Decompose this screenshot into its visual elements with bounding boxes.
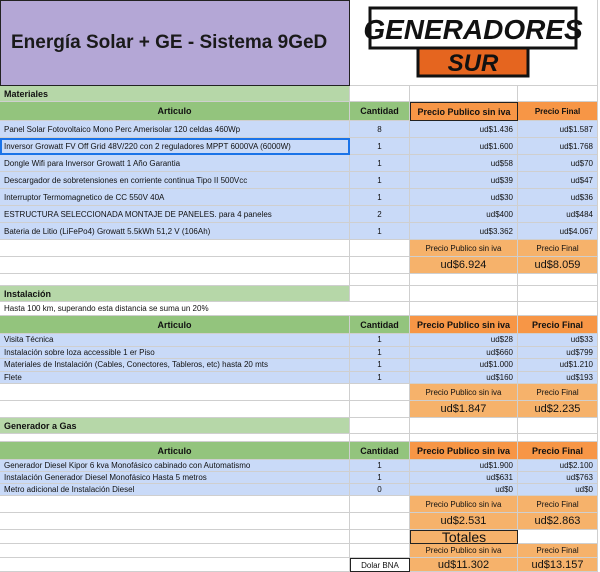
- item-precio-cell[interactable]: [410, 189, 518, 206]
- table-row: [0, 223, 598, 240]
- instalacion-subtotal-label-final[interactable]: [518, 384, 598, 401]
- instalacion-subtotal-publico[interactable]: [410, 401, 518, 418]
- instalacion-note: Hasta 100 km, superando esta distancia se suma un 20%: [4, 304, 209, 313]
- materiales-subtotal-publico[interactable]: [410, 257, 518, 274]
- header-precio-final-label: Precio Final: [534, 106, 581, 116]
- item-final-text: ud$33: [570, 335, 593, 345]
- empty-cell[interactable]: [0, 257, 350, 274]
- item-articulo-text: Descargador de sobretensiones en corriente continua Tipo II 500Vcc: [4, 175, 248, 185]
- materiales-subtotal-value-row: [0, 257, 598, 274]
- item-precio-cell[interactable]: [410, 138, 518, 155]
- item-cantidad-text: 1: [377, 372, 382, 382]
- header-articulo-label: Articulo: [157, 106, 192, 116]
- item-precio-text: ud$400: [486, 209, 513, 219]
- item-final-text: ud$799: [566, 347, 593, 357]
- item-final-cell[interactable]: [518, 372, 598, 385]
- header-precio-publico[interactable]: [410, 316, 518, 334]
- table-row: [0, 372, 598, 385]
- generador-subtotal-final[interactable]: [518, 513, 598, 530]
- instalacion-note-row: [0, 302, 598, 316]
- empty-cell[interactable]: [0, 558, 350, 572]
- table-row: [0, 189, 598, 206]
- totales-label: Precio Final: [536, 546, 579, 555]
- item-articulo-cell[interactable]: [0, 172, 350, 189]
- header-precio-final-label: Precio Final: [531, 319, 584, 330]
- item-cantidad-cell[interactable]: [350, 172, 410, 189]
- item-precio-cell[interactable]: [410, 484, 518, 496]
- subtotal-label: Precio Publico sin iva: [425, 387, 502, 397]
- table-row: [0, 206, 598, 223]
- item-final-cell[interactable]: [518, 347, 598, 360]
- item-precio-text: ud$1.000: [479, 360, 513, 370]
- empty-cell[interactable]: [410, 418, 518, 434]
- item-cantidad-text: 1: [377, 335, 382, 345]
- item-cantidad-cell[interactable]: [350, 334, 410, 347]
- materiales-header-row: [0, 102, 598, 121]
- generador-header-row: [0, 442, 598, 460]
- item-articulo-text: ESTRUCTURA SELECCIONADA MONTAJE DE PANELES. para 4 paneles: [4, 209, 272, 219]
- item-precio-cell[interactable]: [410, 172, 518, 189]
- item-cantidad-text: 2: [377, 209, 382, 219]
- total-publico-cell[interactable]: [410, 558, 518, 572]
- header-articulo[interactable]: [0, 102, 350, 121]
- empty-cell[interactable]: [0, 401, 350, 418]
- item-articulo-text: Materiales de Instalación (Cables, Conectores, Tableros, etc) hasta 20 mts: [4, 360, 268, 370]
- item-articulo-cell[interactable]: [0, 138, 350, 155]
- item-cantidad-cell[interactable]: [350, 155, 410, 172]
- empty-cell[interactable]: [350, 257, 410, 274]
- subtotal-label: Precio Publico sin iva: [425, 243, 502, 253]
- generador-title-row: [0, 418, 598, 434]
- empty-cell[interactable]: [518, 434, 598, 442]
- section-title-materiales: Materiales: [4, 88, 49, 99]
- item-final-cell[interactable]: [518, 206, 598, 223]
- header-cantidad[interactable]: [350, 102, 410, 121]
- item-cantidad-text: 1: [377, 226, 382, 236]
- empty-cell[interactable]: [0, 384, 350, 401]
- empty-cell[interactable]: [350, 513, 410, 530]
- totales-value-row: [0, 558, 598, 572]
- instalacion-header-row: [0, 316, 598, 334]
- total-final-cell[interactable]: [518, 558, 598, 572]
- materiales-title-cell[interactable]: [0, 86, 350, 102]
- item-articulo-cell[interactable]: [0, 206, 350, 223]
- item-final-cell[interactable]: [518, 359, 598, 372]
- empty-cell[interactable]: [518, 418, 598, 434]
- subtotal-label: Precio Final: [536, 387, 579, 397]
- spacer-row: [0, 434, 598, 442]
- empty-cell[interactable]: [410, 274, 518, 286]
- empty-cell[interactable]: [518, 530, 598, 544]
- materiales-subtotal-final[interactable]: [518, 257, 598, 274]
- item-articulo-cell[interactable]: [0, 155, 350, 172]
- dolar-bna-cell[interactable]: [350, 558, 410, 572]
- item-final-text: ud$36: [570, 192, 593, 202]
- empty-cell[interactable]: [350, 434, 410, 442]
- item-precio-text: ud$1.900: [479, 461, 513, 470]
- item-final-text: ud$193: [566, 372, 593, 382]
- generador-title-cell[interactable]: [0, 418, 350, 434]
- empty-cell[interactable]: [350, 401, 410, 418]
- item-cantidad-text: 1: [377, 175, 382, 185]
- item-cantidad-cell[interactable]: [350, 138, 410, 155]
- materiales-subtotal-label-row: [0, 240, 598, 257]
- header-articulo-label: Articulo: [157, 445, 192, 456]
- item-precio-text: ud$1.600: [479, 141, 513, 151]
- generadores-sur-logo: [360, 4, 586, 82]
- item-precio-cell[interactable]: [410, 372, 518, 385]
- item-articulo-cell[interactable]: [0, 484, 350, 496]
- item-precio-text: ud$1.436: [479, 124, 513, 134]
- generador-subtotal-label-final[interactable]: [518, 496, 598, 513]
- total-final-value: ud$13.157: [531, 558, 584, 571]
- item-precio-cell[interactable]: [410, 472, 518, 484]
- header-precio-publico[interactable]: [410, 442, 518, 460]
- item-final-text: ud$47: [570, 175, 593, 185]
- item-final-text: ud$70: [570, 158, 593, 168]
- item-articulo-text: Visita Técnica: [4, 335, 54, 345]
- empty-cell[interactable]: [350, 286, 410, 302]
- page-title: Energía Solar + GE - Sistema 9GeD: [11, 32, 328, 53]
- item-cantidad-cell[interactable]: [350, 347, 410, 360]
- empty-cell[interactable]: [410, 302, 518, 316]
- item-articulo-text: Interruptor Termomagnetico de CC 550V 40A: [4, 192, 165, 202]
- empty-cell[interactable]: [350, 86, 410, 102]
- total-publico-value: ud$11.302: [437, 558, 490, 571]
- generador-subtotal-label-row: [0, 496, 598, 513]
- table-row: [0, 472, 598, 484]
- item-precio-cell[interactable]: [410, 359, 518, 372]
- subtotal-value: ud$2.235: [534, 403, 581, 415]
- item-final-text: ud$763: [566, 473, 593, 482]
- item-cantidad-text: 1: [377, 158, 382, 168]
- item-cantidad-text: 1: [377, 461, 382, 470]
- logo-text-sur: SUR: [447, 50, 499, 77]
- item-precio-text: ud$28: [490, 335, 513, 345]
- instalacion-title-cell[interactable]: [0, 286, 350, 302]
- item-articulo-cell[interactable]: [0, 472, 350, 484]
- header-precio-final[interactable]: [518, 316, 598, 334]
- header-precio-publico-label: Precio Publico sin iva: [416, 445, 511, 456]
- empty-cell[interactable]: [518, 302, 598, 316]
- item-articulo-cell[interactable]: [0, 359, 350, 372]
- empty-cell[interactable]: [518, 274, 598, 286]
- item-precio-cell[interactable]: [410, 347, 518, 360]
- item-precio-text: ud$160: [486, 372, 513, 382]
- empty-cell[interactable]: [350, 544, 410, 558]
- subtotal-value: ud$6.924: [440, 259, 487, 271]
- empty-cell[interactable]: [350, 274, 410, 286]
- logo-text-generadores: GENERADORES: [363, 14, 583, 45]
- header-cantidad-label: Cantidad: [360, 445, 399, 456]
- item-final-cell[interactable]: [518, 138, 598, 155]
- item-articulo-text: Metro adicional de Instalación Diesel: [4, 485, 135, 494]
- header-articulo[interactable]: [0, 442, 350, 460]
- generador-subtotal-publico[interactable]: [410, 513, 518, 530]
- totales-label-final[interactable]: [518, 544, 598, 558]
- empty-cell[interactable]: [410, 86, 518, 102]
- empty-cell[interactable]: [0, 530, 350, 544]
- item-cantidad-text: 1: [377, 141, 382, 151]
- table-row: [0, 460, 598, 472]
- empty-cell[interactable]: [350, 240, 410, 257]
- empty-cell[interactable]: [410, 286, 518, 302]
- totales-title: Totales: [441, 530, 487, 544]
- header-precio-publico[interactable]: [410, 102, 518, 121]
- item-precio-text: ud$30: [490, 192, 513, 202]
- item-final-text: ud$484: [566, 209, 593, 219]
- subtotal-value: ud$2.531: [440, 515, 487, 527]
- table-row: [0, 155, 598, 172]
- item-final-cell[interactable]: [518, 334, 598, 347]
- header-precio-final-label: Precio Final: [531, 445, 584, 456]
- title-cell[interactable]: [0, 0, 350, 86]
- totales-label-row: [0, 544, 598, 558]
- item-articulo-text: Flete: [4, 372, 22, 382]
- item-final-text: ud$0: [575, 485, 593, 494]
- instalacion-subtotal-label-row: [0, 384, 598, 401]
- generador-subtotal-value-row: [0, 513, 598, 530]
- header-precio-publico-label: Precio Publico sin iva: [417, 106, 511, 117]
- instalacion-note-cell[interactable]: [0, 302, 350, 316]
- header-articulo-label: Articulo: [157, 319, 192, 330]
- item-articulo-text: Generador Diesel Kipor 6 kva Monofásico cabinado con Automatismo: [4, 461, 251, 470]
- header-cantidad-label: Cantidad: [360, 319, 399, 330]
- item-final-cell[interactable]: [518, 484, 598, 496]
- item-precio-cell[interactable]: [410, 334, 518, 347]
- subtotal-value: ud$2.863: [534, 515, 581, 527]
- header-precio-final[interactable]: [518, 102, 598, 121]
- header-articulo[interactable]: [0, 316, 350, 334]
- header-cantidad[interactable]: [350, 442, 410, 460]
- empty-cell[interactable]: [350, 384, 410, 401]
- item-precio-cell[interactable]: [410, 460, 518, 472]
- item-cantidad-cell[interactable]: [350, 223, 410, 240]
- subtotal-label: Precio Publico sin iva: [425, 499, 502, 509]
- instalacion-subtotal-value-row: [0, 401, 598, 418]
- subtotal-label: Precio Final: [536, 499, 579, 509]
- empty-cell[interactable]: [0, 496, 350, 513]
- empty-cell[interactable]: [350, 418, 410, 434]
- table-row: [0, 484, 598, 496]
- table-row: [0, 334, 598, 347]
- generador-subtotal-label-publico[interactable]: [410, 496, 518, 513]
- item-cantidad-text: 1: [377, 360, 382, 370]
- header-cantidad[interactable]: [350, 316, 410, 334]
- item-final-cell[interactable]: [518, 155, 598, 172]
- empty-cell[interactable]: [0, 513, 350, 530]
- item-final-text: ud$1.587: [559, 124, 593, 134]
- item-final-text: ud$1.210: [559, 360, 593, 370]
- item-final-cell[interactable]: [518, 472, 598, 484]
- item-final-cell[interactable]: [518, 223, 598, 240]
- item-articulo-text: Panel Solar Fotovoltaico Mono Perc Amerisolar 120 celdas 460Wp: [4, 124, 241, 134]
- item-final-cell[interactable]: [518, 121, 598, 138]
- item-cantidad-text: 1: [377, 473, 382, 482]
- item-final-text: ud$2.100: [559, 461, 593, 470]
- item-precio-cell[interactable]: [410, 206, 518, 223]
- item-precio-cell[interactable]: [410, 121, 518, 138]
- item-articulo-text: Instalación Generador Diesel Monofásico Hasta 5 metros: [4, 473, 207, 482]
- empty-cell[interactable]: [518, 86, 598, 102]
- item-articulo-text: Instalación sobre loza accessible 1 er Piso: [4, 347, 155, 357]
- section-title-generador: Generador a Gas: [4, 420, 77, 431]
- table-row: [0, 359, 598, 372]
- empty-cell[interactable]: [410, 434, 518, 442]
- materiales-subtotal-label-publico[interactable]: [410, 240, 518, 257]
- item-cantidad-cell[interactable]: [350, 460, 410, 472]
- section-title-instalacion: Instalación: [4, 288, 52, 299]
- dolar-bna-label: Dolar BNA: [361, 560, 399, 570]
- item-cantidad-text: 1: [377, 192, 382, 202]
- materiales-title-row: [0, 86, 598, 102]
- item-precio-text: ud$39: [490, 175, 513, 185]
- subtotal-value: ud$8.059: [534, 259, 581, 271]
- totales-label: Precio Publico sin iva: [425, 546, 502, 555]
- item-articulo-cell[interactable]: [0, 189, 350, 206]
- item-final-text: ud$4.067: [559, 226, 593, 236]
- item-articulo-cell[interactable]: [0, 334, 350, 347]
- empty-cell[interactable]: [350, 302, 410, 316]
- item-articulo-text: Inversor Growatt FV Off Grid 48V/220 con 2 reguladores MPPT 6000VA (6000W): [4, 141, 291, 151]
- item-cantidad-cell[interactable]: [350, 372, 410, 385]
- table-row: [0, 172, 598, 189]
- item-articulo-cell[interactable]: [0, 460, 350, 472]
- header-cantidad-label: Cantidad: [360, 106, 399, 116]
- item-cantidad-text: 8: [377, 124, 382, 134]
- totales-title-cell[interactable]: [410, 530, 518, 544]
- item-final-cell[interactable]: [518, 172, 598, 189]
- item-cantidad-text: 0: [377, 485, 382, 494]
- instalacion-subtotal-label-publico[interactable]: [410, 384, 518, 401]
- item-articulo-cell[interactable]: [0, 121, 350, 138]
- item-final-text: ud$1.768: [559, 141, 593, 151]
- item-cantidad-cell[interactable]: [350, 206, 410, 223]
- subtotal-value: ud$1.847: [440, 403, 487, 415]
- item-final-cell[interactable]: [518, 460, 598, 472]
- empty-cell[interactable]: [350, 530, 410, 544]
- item-cantidad-cell[interactable]: [350, 484, 410, 496]
- empty-cell[interactable]: [0, 274, 350, 286]
- table-row: [0, 347, 598, 360]
- totales-title-row: [0, 530, 598, 544]
- subtotal-label: Precio Final: [536, 243, 579, 253]
- table-row: [0, 121, 598, 138]
- item-precio-cell[interactable]: [410, 155, 518, 172]
- item-cantidad-text: 1: [377, 347, 382, 357]
- item-cantidad-cell[interactable]: [350, 472, 410, 484]
- item-articulo-text: Dongle Wifi para Inversor Growatt 1 Año Garantia: [4, 158, 181, 168]
- item-articulo-cell[interactable]: [0, 372, 350, 385]
- item-precio-text: ud$0: [495, 485, 513, 494]
- item-precio-text: ud$3.362: [479, 226, 513, 236]
- instalacion-subtotal-final[interactable]: [518, 401, 598, 418]
- item-articulo-cell[interactable]: [0, 347, 350, 360]
- item-final-cell[interactable]: [518, 189, 598, 206]
- totales-label-publico[interactable]: [410, 544, 518, 558]
- table-row: [0, 138, 598, 155]
- empty-cell[interactable]: [0, 240, 350, 257]
- item-precio-cell[interactable]: [410, 223, 518, 240]
- instalacion-title-row: [0, 286, 598, 302]
- header-precio-final[interactable]: [518, 442, 598, 460]
- item-precio-text: ud$631: [486, 473, 513, 482]
- item-precio-text: ud$660: [486, 347, 513, 357]
- item-cantidad-cell[interactable]: [350, 121, 410, 138]
- empty-cell[interactable]: [518, 286, 598, 302]
- empty-cell[interactable]: [0, 544, 350, 558]
- item-articulo-cell[interactable]: [0, 223, 350, 240]
- spacer-row: [0, 274, 598, 286]
- item-articulo-text: Bateria de Litio (LiFePo4) Growatt 5.5kWh 51,2 V (106Ah): [4, 226, 211, 236]
- item-cantidad-cell[interactable]: [350, 359, 410, 372]
- item-precio-text: ud$58: [490, 158, 513, 168]
- item-cantidad-cell[interactable]: [350, 189, 410, 206]
- empty-cell[interactable]: [350, 496, 410, 513]
- empty-cell[interactable]: [0, 434, 350, 442]
- materiales-subtotal-label-final[interactable]: [518, 240, 598, 257]
- header-precio-publico-label: Precio Publico sin iva: [416, 319, 511, 330]
